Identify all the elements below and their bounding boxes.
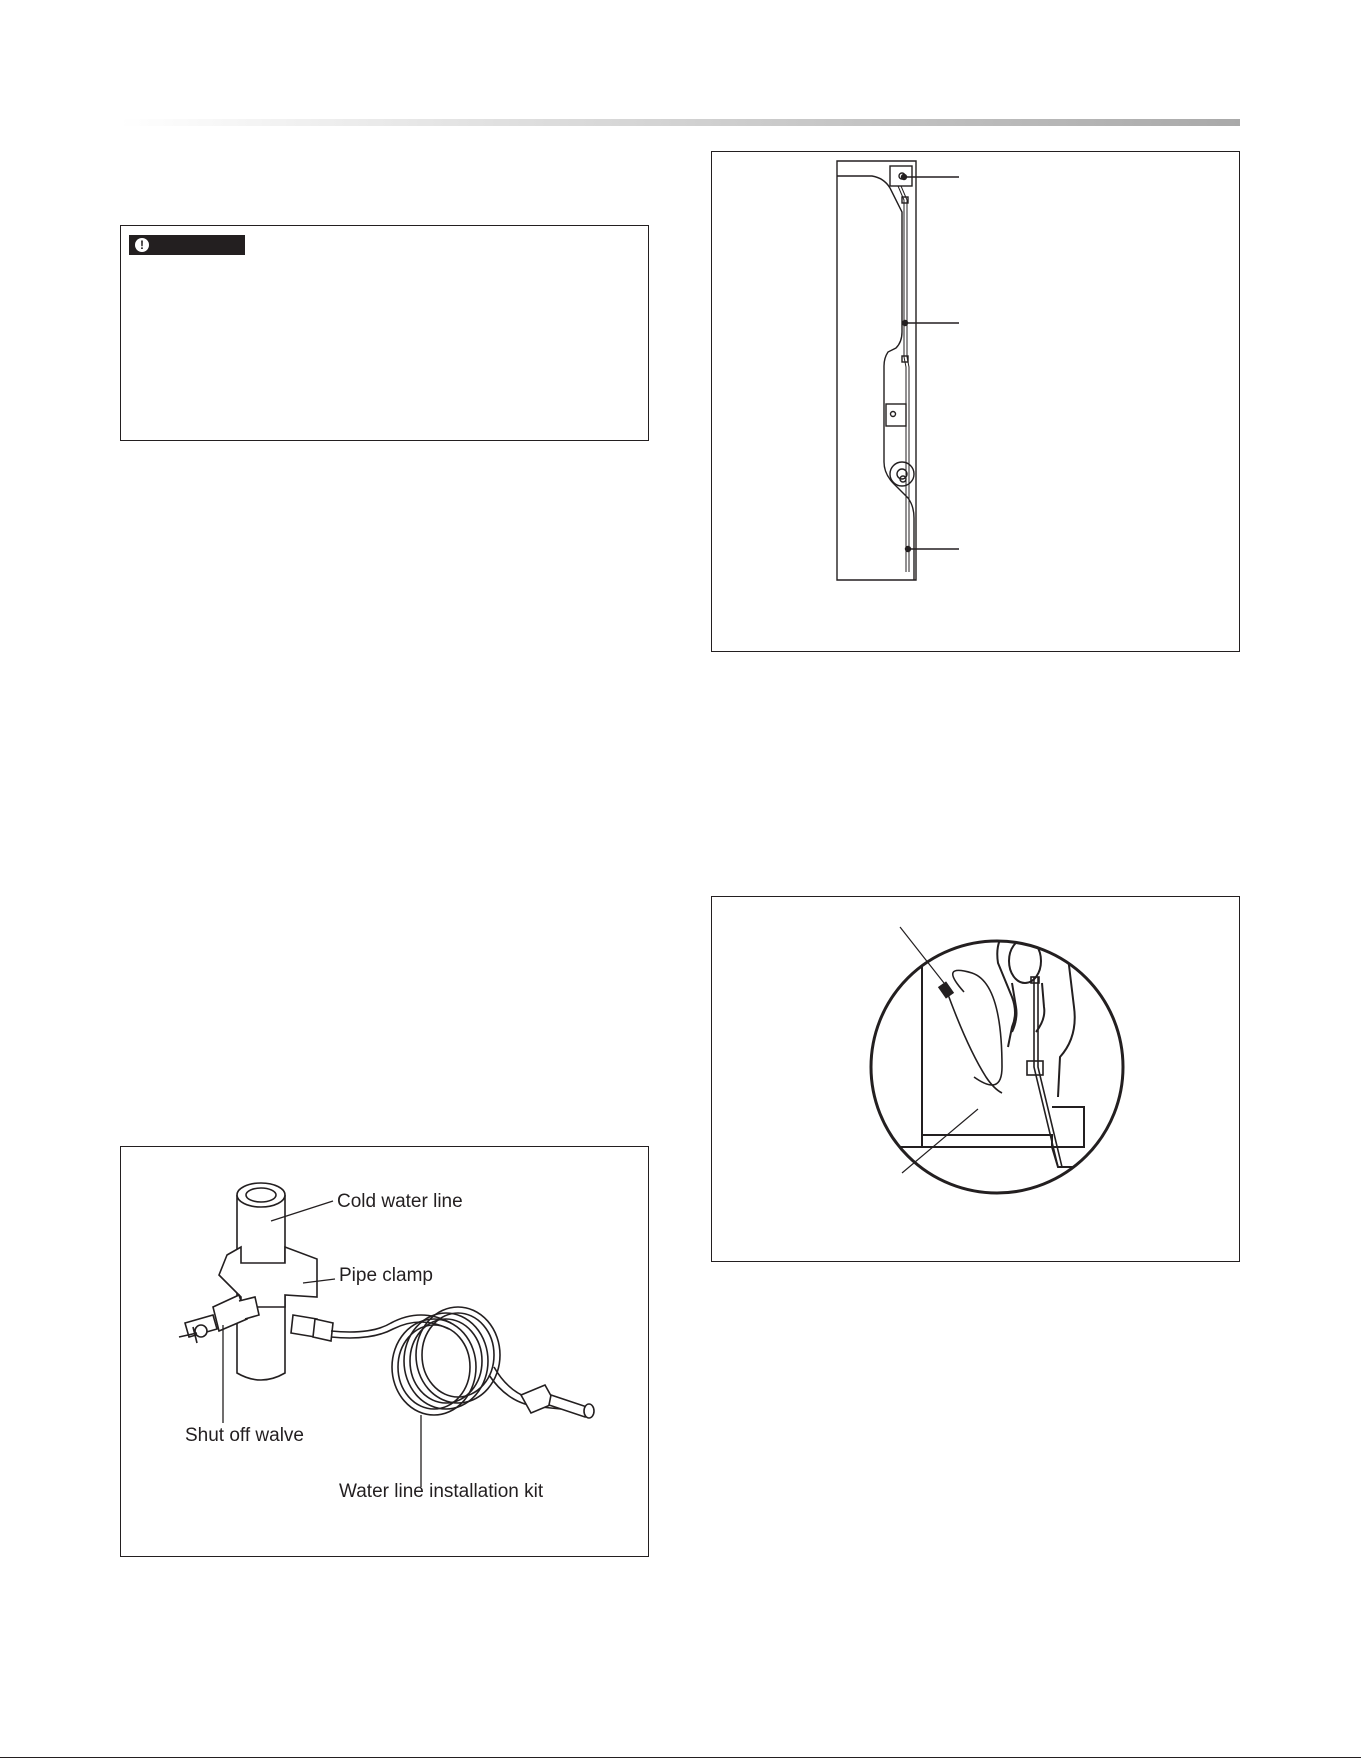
- label-cold-water-line: Cold water line: [337, 1191, 463, 1212]
- door-tube-figure: [711, 151, 1240, 652]
- label-shut-off-valve: Shut off walve: [185, 1425, 305, 1446]
- door-illustration: [712, 152, 1241, 653]
- label-water-line-installation-kit: Water line installation kit: [339, 1481, 544, 1502]
- label-pipe-clamp: Pipe clamp: [339, 1265, 433, 1286]
- warning-badge: [129, 235, 245, 255]
- tube-closeup-figure: [711, 896, 1240, 1262]
- exclamation-icon: !: [135, 238, 149, 252]
- footer-rule: [0, 1757, 1361, 1758]
- header-rule: [120, 119, 1240, 126]
- water-line-kit-figure: [120, 1146, 649, 1557]
- warning-box: [120, 225, 649, 441]
- tube-closeup-illustration: [712, 897, 1241, 1263]
- water-line-kit-illustration: [121, 1147, 650, 1558]
